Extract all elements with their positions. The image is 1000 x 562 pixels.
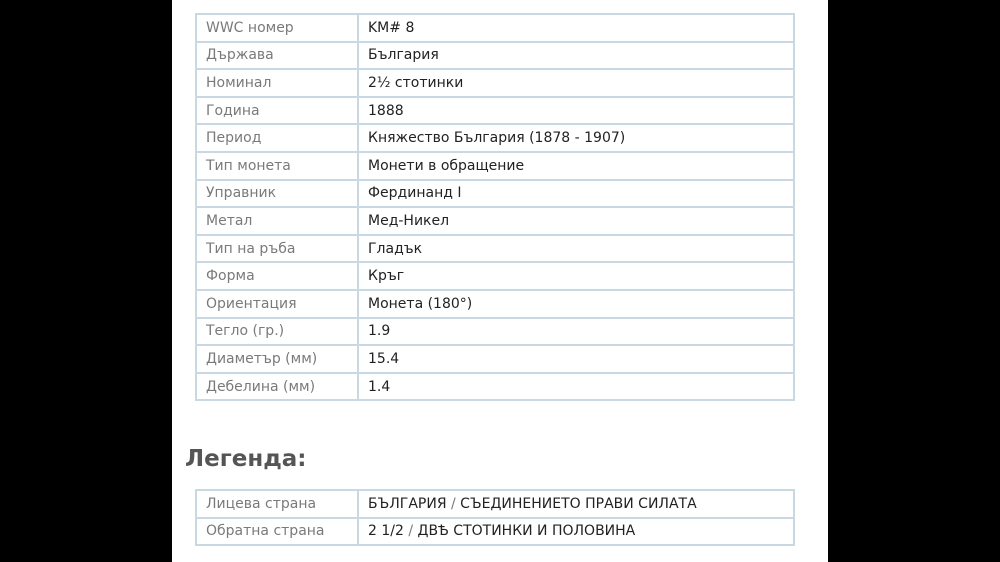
- spec-value: Фердинанд I: [358, 180, 794, 208]
- spec-label: Метал: [196, 207, 358, 235]
- legend-table: [195, 489, 795, 546]
- spec-label: Държава: [196, 42, 358, 70]
- spec-value: 1.4: [358, 373, 794, 401]
- legend-text: СЪЕДИНЕНИЕТО ПРАВИ СИЛАТА: [460, 495, 697, 512]
- spec-label: Период: [196, 124, 358, 152]
- table-row: [196, 97, 794, 125]
- spec-label: Тегло (гр.): [196, 318, 358, 346]
- legend-label: Лицева страна: [196, 490, 358, 518]
- legend-heading: Легенда:: [185, 446, 307, 472]
- spec-value: 1888: [358, 97, 794, 125]
- table-row: [196, 318, 794, 346]
- spec-value: KM# 8: [358, 14, 794, 42]
- table-row: [196, 152, 794, 180]
- table-row: [196, 124, 794, 152]
- legend-separator: /: [446, 495, 461, 512]
- spec-value: 2½ стотинки: [358, 69, 794, 97]
- spec-value: Мед-Никел: [358, 207, 794, 235]
- spec-label: Управник: [196, 180, 358, 208]
- table-row: [196, 262, 794, 290]
- legend-text: 2 1/2: [368, 523, 404, 540]
- coin-specs-table: [195, 13, 795, 401]
- legend-text: ДВѢ СТОТИНКИ И ПОЛОВИНА: [417, 523, 636, 540]
- spec-label: Дебелина (мм): [196, 373, 358, 401]
- table-row: [196, 180, 794, 208]
- spec-value: Монети в обращение: [358, 152, 794, 180]
- table-row: [196, 235, 794, 263]
- legend-label: Обратна страна: [196, 518, 358, 546]
- table-row: [196, 518, 794, 546]
- table-row: [196, 42, 794, 70]
- spec-value: Кръг: [358, 262, 794, 290]
- table-row: [196, 373, 794, 401]
- spec-value: България: [358, 42, 794, 70]
- table-row: [196, 490, 794, 518]
- spec-value: Княжество България (1878 - 1907): [358, 124, 794, 152]
- spec-label: Форма: [196, 262, 358, 290]
- spec-value: 1.9: [358, 318, 794, 346]
- legend-text: БЪЛГАРИЯ: [368, 495, 447, 512]
- spec-value: Гладък: [358, 235, 794, 263]
- table-row: [196, 207, 794, 235]
- spec-label: Тип на ръба: [196, 235, 358, 263]
- table-row: [196, 69, 794, 97]
- spec-label: WWC номер: [196, 14, 358, 42]
- page-content: [172, 0, 828, 562]
- table-row: [196, 14, 794, 42]
- spec-label: Тип монета: [196, 152, 358, 180]
- table-row: [196, 345, 794, 373]
- legend-value: [358, 518, 794, 546]
- spec-value: Монета (180°): [358, 290, 794, 318]
- spec-value: 15.4: [358, 345, 794, 373]
- legend-value: [358, 490, 794, 518]
- spec-label: Година: [196, 97, 358, 125]
- table-row: [196, 290, 794, 318]
- spec-label: Номинал: [196, 69, 358, 97]
- spec-label: Диаметър (мм): [196, 345, 358, 373]
- spec-label: Ориентация: [196, 290, 358, 318]
- legend-separator: /: [403, 523, 418, 540]
